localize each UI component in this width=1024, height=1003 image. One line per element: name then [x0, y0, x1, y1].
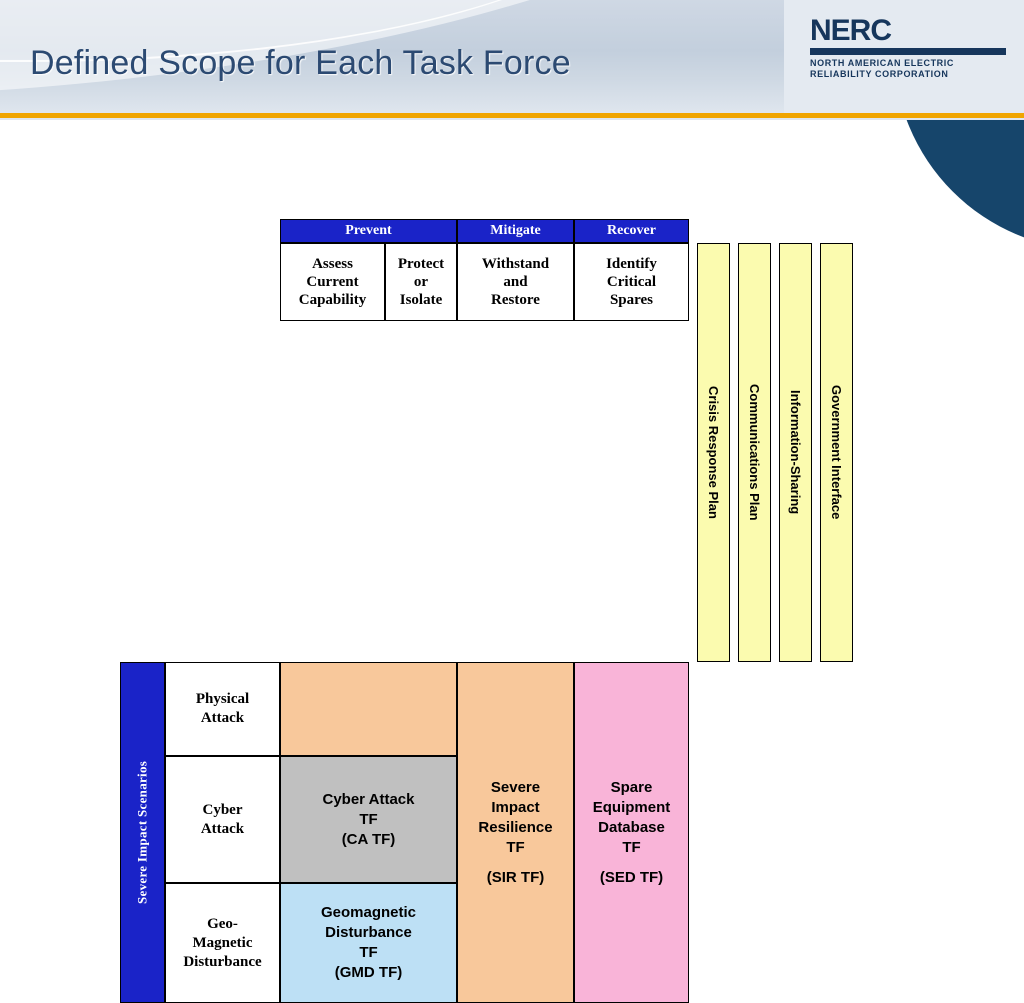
tf-text-line: (CA TF) [341, 830, 396, 848]
tf-text-line: Resilience [478, 818, 553, 836]
scenario-text-line: Attack [200, 820, 245, 837]
scenario-cyber-attack [165, 756, 280, 883]
prevent-region [280, 662, 457, 1003]
tf-text-line: TF [359, 810, 378, 828]
nerc-logo [810, 16, 1010, 80]
phase-header-mitigate: Mitigate [457, 219, 574, 243]
cell-severe-impact-resilience-tf [457, 662, 574, 1003]
tf-text-line: (SIR TF) [486, 868, 545, 886]
phase-header-recover: Recover [574, 219, 689, 243]
spacer [689, 243, 697, 662]
crosscut-crisis-response-plan: Crisis Response Plan [697, 243, 730, 662]
header-text-line: Critical [606, 274, 657, 290]
nerc-logo-wordmark: NERC [810, 14, 892, 47]
tf-text-line: Disturbance [325, 924, 412, 941]
scenario-geomagnetic-disturbance [165, 883, 280, 1003]
tf-text-line: (GMD TF) [334, 964, 403, 981]
column-header-identify-critical-spares [574, 243, 689, 321]
column-header-withstand-and-restore [457, 243, 574, 321]
spacer [165, 243, 280, 662]
cell-geomagnetic-disturbance-tf [280, 883, 457, 1003]
matrix-body [120, 662, 853, 1003]
spacer [738, 219, 771, 243]
header-text-line: and [503, 274, 528, 290]
scenario-column [165, 662, 280, 1003]
tf-text-line: Cyber Attack [322, 790, 415, 808]
phase-header-prevent: Prevent [280, 219, 457, 243]
tf-text-line: Impact [491, 798, 540, 816]
header-text-line: or [413, 274, 429, 290]
header-text-line: Current [306, 274, 359, 290]
spacer [730, 219, 738, 243]
spacer [820, 219, 853, 243]
axis-label-severe-impact-scenarios: Severe Impact Scenarios [120, 662, 165, 1003]
header-text-line: Protect [397, 256, 445, 272]
header-text-line: Capability [298, 292, 367, 308]
tf-text-line: Database [598, 818, 665, 836]
scenario-text-line: Attack [200, 710, 245, 726]
matrix-column-header-row [120, 243, 853, 662]
nerc-logo-bar [810, 48, 1006, 55]
spacer [165, 219, 280, 243]
slide-title: Defined Scope for Each Task Force [30, 44, 571, 82]
spacer [779, 219, 812, 243]
tf-text-line: (SED TF) [599, 868, 664, 886]
tf-text-line: Severe [490, 778, 541, 796]
navy-corner-decoration [894, 120, 1024, 300]
tf-text-line: TF [622, 838, 641, 856]
header-text-line: Restore [491, 292, 540, 308]
crosscut-communications-plan: Communications Plan [738, 243, 771, 662]
tf-text-line: Spare [610, 778, 653, 796]
spacer [689, 219, 697, 243]
scenario-text-line: Physical [195, 691, 250, 707]
header-text-line: Isolate [399, 292, 443, 308]
tf-text-line: TF [506, 838, 525, 856]
column-header-assess-current-capability [280, 243, 385, 321]
header-text-line: Withstand [481, 256, 550, 272]
spacer [812, 243, 820, 662]
slide-header [0, 0, 1024, 113]
cell-spare-equipment-database-tf [574, 662, 689, 1003]
scenario-text-line: Magnetic [192, 934, 253, 951]
cell-prevent-physical-attack [280, 662, 457, 756]
accent-rule-shadow [0, 118, 1024, 120]
spacer [730, 243, 738, 662]
scenario-physical-attack [165, 662, 280, 756]
scenario-text-line: Disturbance [183, 953, 262, 970]
header-text-line: Spares [609, 292, 654, 308]
nerc-logo-subtitle-line2: RELIABILITY CORPORATION [810, 69, 949, 79]
header-text-line: Identify [606, 256, 657, 272]
spacer [120, 243, 165, 662]
crosscut-information-sharing: Information-Sharing [779, 243, 812, 662]
task-force-scope-matrix [120, 219, 853, 1003]
matrix-phase-header-row [120, 219, 853, 243]
scenario-text-line: Cyber [202, 801, 243, 818]
spacer [697, 219, 730, 243]
scenario-text-line: Geo- [207, 915, 238, 932]
column-header-protect-or-isolate [385, 243, 457, 321]
cell-cyber-attack-tf [280, 756, 457, 883]
spacer [771, 243, 779, 662]
crosscut-government-interface: Government Interface [820, 243, 853, 662]
spacer [120, 219, 165, 243]
header-text-line: Assess [312, 256, 353, 272]
tf-text-line: Geomagnetic [320, 904, 417, 921]
spacer [771, 219, 779, 243]
tf-text-line: TF [359, 944, 378, 961]
tf-text-line: Equipment [592, 798, 671, 816]
spacer [812, 219, 820, 243]
nerc-logo-subtitle-line1: NORTH AMERICAN ELECTRIC [810, 58, 954, 68]
